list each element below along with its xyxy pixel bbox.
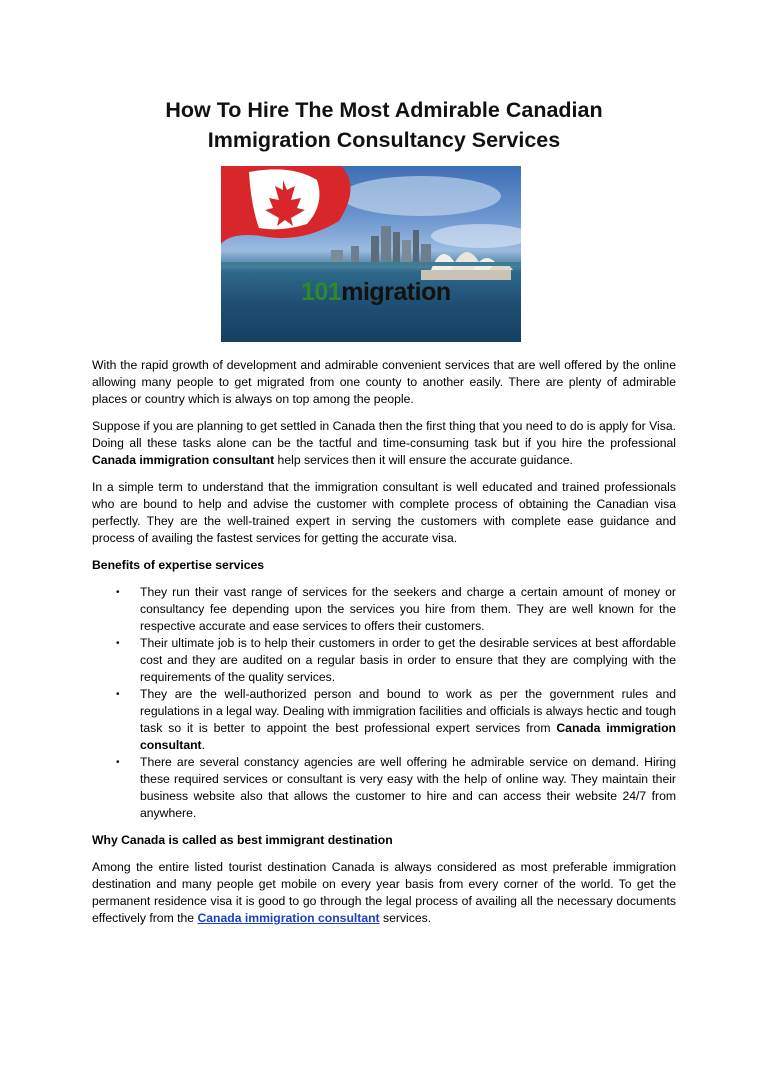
heading-benefits: Benefits of expertise services bbox=[92, 558, 265, 572]
paragraph-intro: With the rapid growth of development and admirable convenient services that are well offered by the online allowing many people to get migrated from one county to another easily. There are plenty of admirable places or country which is always on top among the people. bbox=[92, 358, 676, 406]
keyword-bold: Canada immigration consultant bbox=[92, 453, 275, 467]
list-item: • They are the well-authorized person and bound to work as per the government rules and regulations in a legal way. Dealing with immigration facilities and officials is always hectic and tough task so it is better to appoint the best professional expert services from Canada immigration consultant. bbox=[116, 687, 676, 752]
list-item: • Their ultimate job is to help their customers in order to get the desirable services at best affordable cost and they are audited on a regular basis in order to ensure that they are complying with the requirements of the quality services. bbox=[116, 636, 676, 684]
bullet-icon: • bbox=[116, 638, 120, 649]
heading-why-canada: Why Canada is called as best immigrant destination bbox=[92, 833, 393, 847]
list-item: • They run their vast range of services for the seekers and charge a certain amount of money or consultancy fee depending upon the services you hire from them. They are well known for the respective accurate and ease services to offers their customers. bbox=[116, 585, 676, 633]
company-logo: 101migration bbox=[301, 278, 451, 306]
canada-immigration-consultant-link[interactable]: Canada immigration consultant bbox=[197, 911, 380, 925]
benefits-list bbox=[92, 584, 676, 822]
bullet-icon: • bbox=[116, 757, 120, 768]
canada-flag-sydney-opera-house-icon bbox=[221, 166, 521, 342]
paragraph-definition: In a simple term to understand that the immigration consultant is well educated and trained professionals who are bound to help and advise the customer with complete process of obtaining the Canadian visa perfectly. They are the well-trained expert in serving the customers with complete ease guidance and process of availing the fastest services for getting the accurate visa. bbox=[92, 480, 676, 545]
list-item: • There are several constancy agencies are well offering he admirable service on demand. Hiring these required services or consultant is very easy with the help of online way. They maintain their business website also that allows the customer to hire and can access their website 24/7 from anywhere. bbox=[116, 755, 676, 820]
page-title bbox=[92, 95, 676, 155]
hero-image bbox=[221, 166, 521, 342]
title-line-2: Immigration Consultancy Services bbox=[207, 128, 561, 152]
keyword-bold: Canada immigration consultant bbox=[140, 721, 676, 752]
paragraph-visa: Suppose if you are planning to get settled in Canada then the first thing that you need to do is apply for Visa. Doing all these tasks alone can be the tactful and time-consuming task but if you hire the professional Canada immigration consultant help services then it will ensure the accurate guidance. bbox=[92, 419, 676, 467]
paragraph-why-canada: Among the entire listed tourist destination Canada is always considered as most preferable immigration destination and many people get mobile on every year basis from every corner of the world. To get the permanent residence visa it is good to go through the legal process of availing all the necessary documents effectively from the Canada immigration consultant services. bbox=[92, 860, 676, 925]
bullet-icon: • bbox=[116, 587, 120, 598]
title-line-1: How To Hire The Most Admirable Canadian bbox=[165, 98, 603, 122]
bullet-icon: • bbox=[116, 689, 120, 700]
document-body bbox=[92, 357, 676, 937]
